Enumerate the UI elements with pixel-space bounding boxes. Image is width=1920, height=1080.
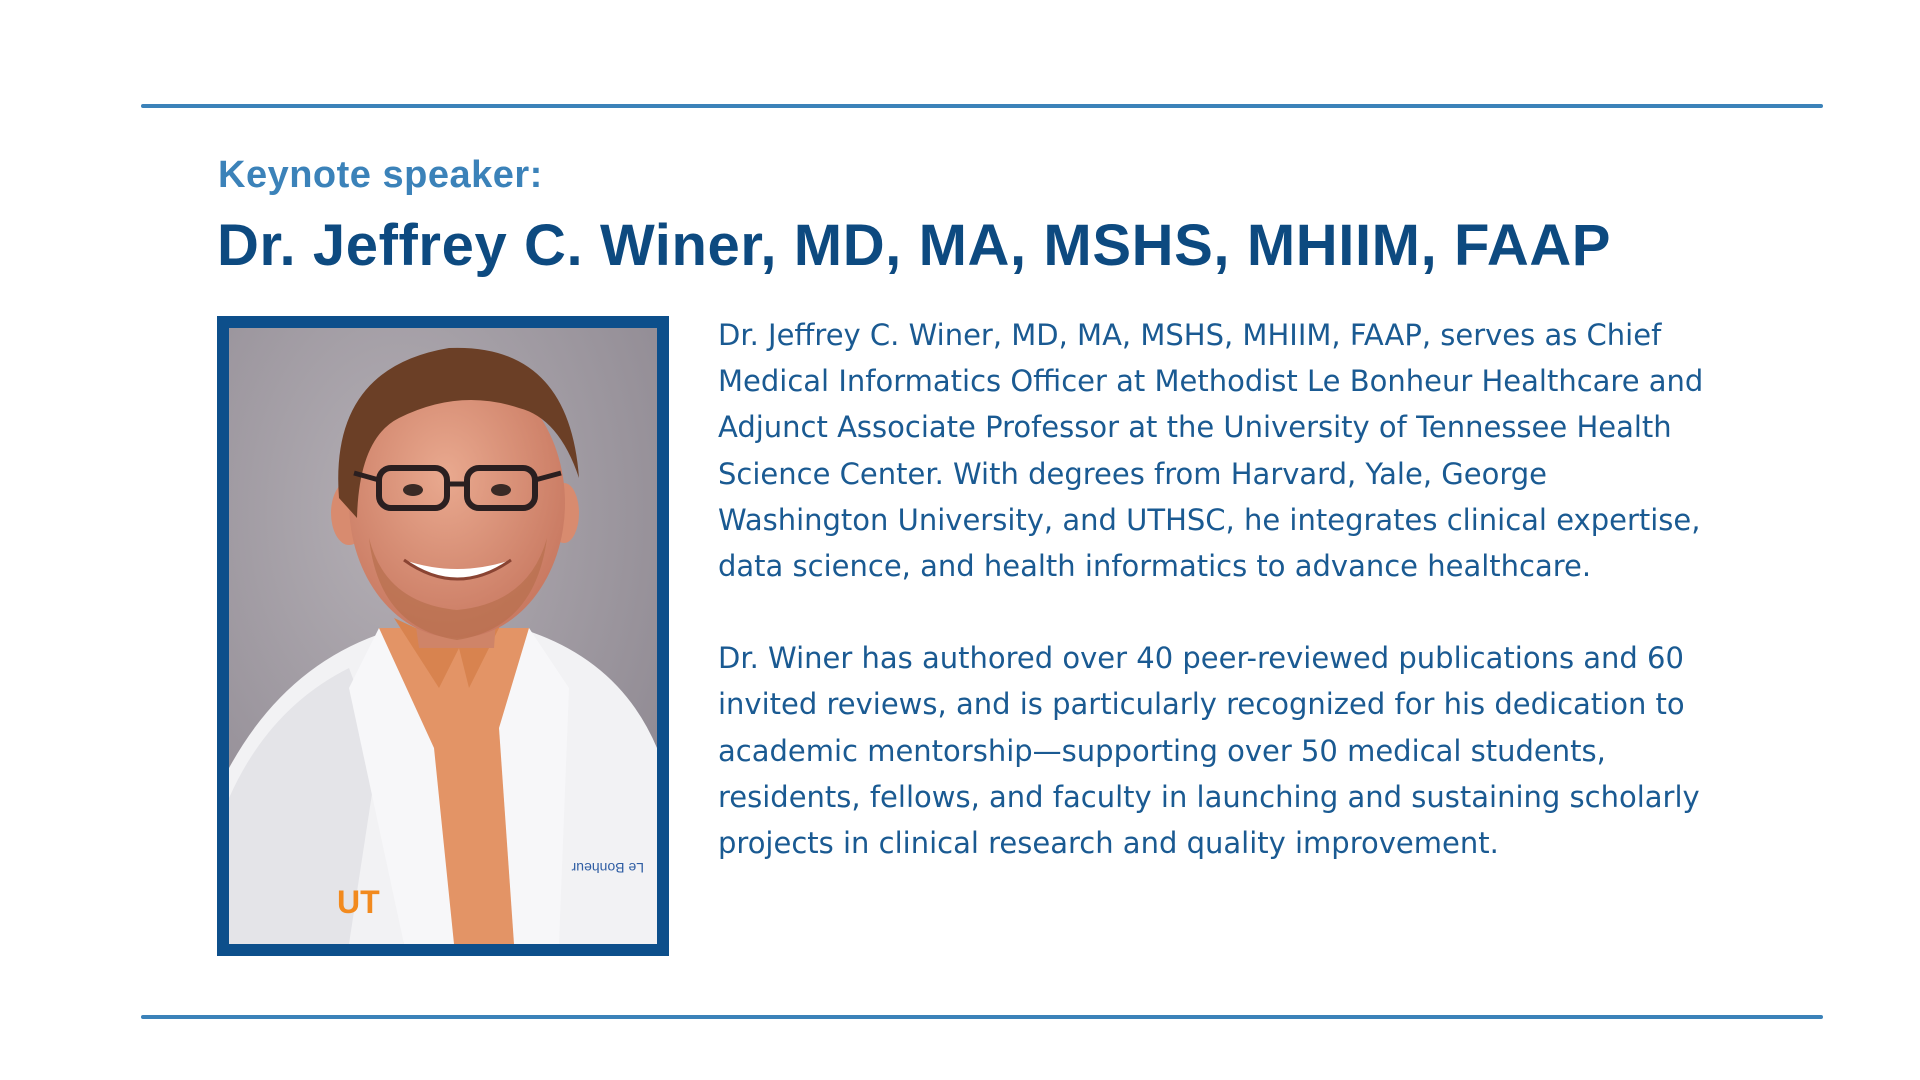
bio-paragraph-2: Dr. Winer has authored over 40 peer-reviewed publications and 60 invited reviews, and is particularly recognized for his dedication to academic mentorship—supporting over 50 medical students, residents, fellows, and faculty in launching and sustaining scholarly projects in clinical research and quality improvement. (718, 641, 1700, 861)
speaker-bio (718, 312, 1723, 866)
bottom-divider (141, 1015, 1823, 1019)
speaker-name: Dr. Jeffrey C. Winer, MD, MA, MSHS, MHIIM, FAAP (217, 213, 1612, 278)
bio-paragraph-1: Dr. Jeffrey C. Winer, MD, MA, MSHS, MHIIM, FAAP, serves as Chief Medical Informatics Officer at Methodist Le Bonheur Healthcare and Adjunct Associate Professor at the University of Tennessee Health Science Center. With degrees from Harvard, Yale, George Washington University, and UTHSC, he integrates clinical expertise, data science, and health informatics to advance healthcare. (718, 318, 1704, 584)
speaker-photo (217, 316, 669, 956)
ut-logo: UT (337, 884, 380, 920)
coat-embroidery: Le Bonheur (571, 860, 644, 876)
section-label: Keynote speaker: (218, 154, 543, 196)
portrait-illustration (229, 328, 657, 944)
top-divider (141, 104, 1823, 108)
